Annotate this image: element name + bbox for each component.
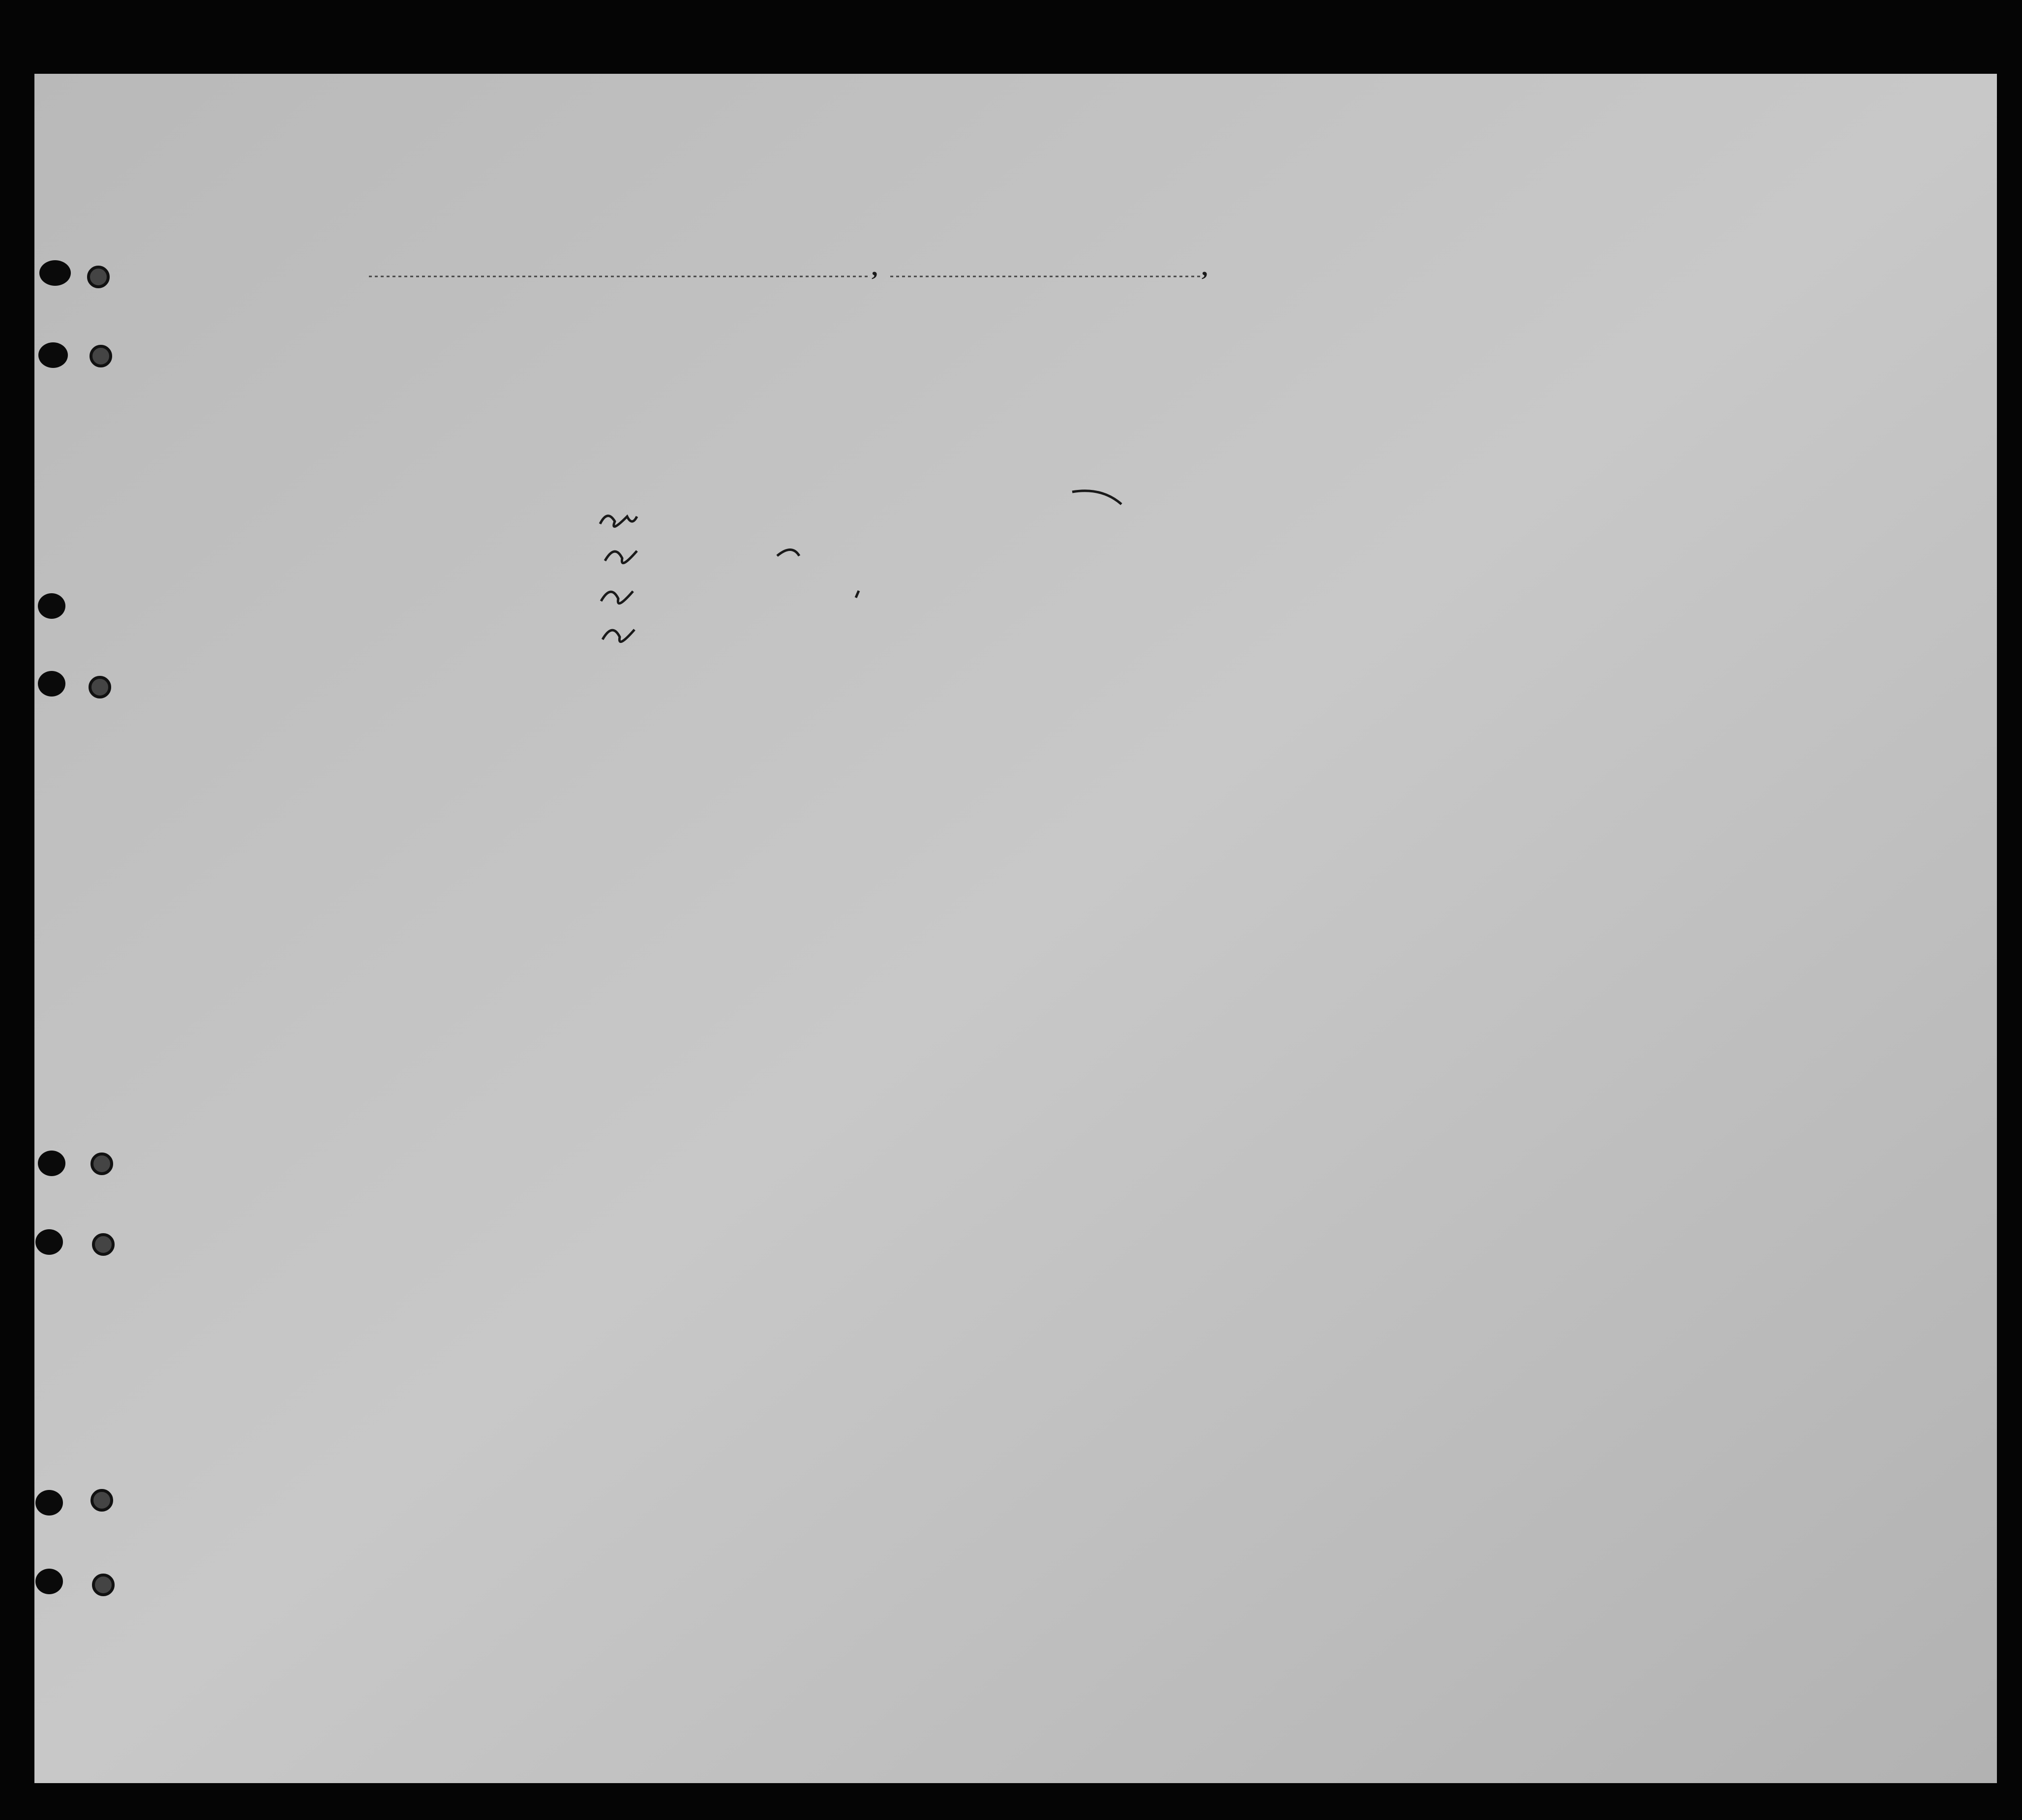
comma-2: , bbox=[1202, 253, 1208, 281]
comma-1: , bbox=[872, 253, 878, 281]
paper bbox=[34, 74, 1997, 1783]
